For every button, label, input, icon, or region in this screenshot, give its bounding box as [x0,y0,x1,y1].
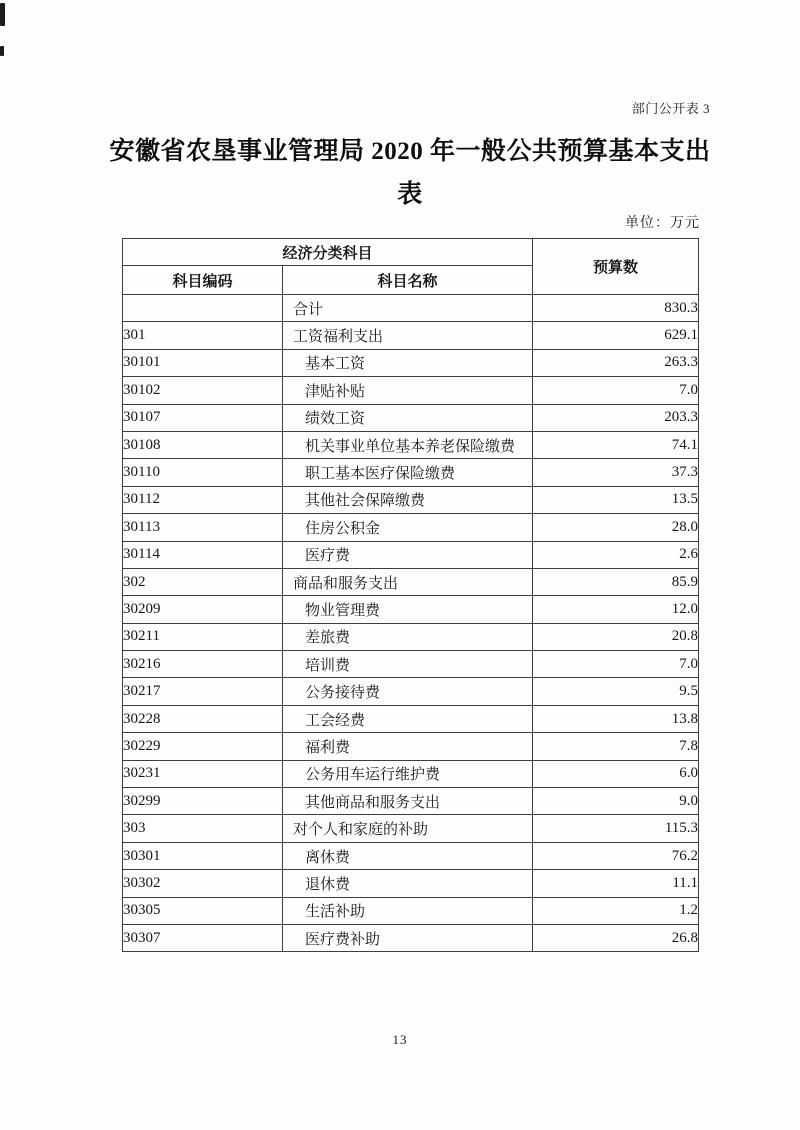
table-row [123,486,699,513]
table-row [123,349,699,376]
table-row [123,870,699,897]
subject-name-cell: 福利费 [283,733,533,760]
subject-code-cell: 301 [123,322,283,349]
scan-artifact [0,46,4,56]
table-row [123,623,699,650]
subject-name-cell: 差旅费 [283,623,533,650]
header-subject-code: 科目编码 [123,266,283,295]
subject-name-cell: 其他社会保障缴费 [283,486,533,513]
budget-value-cell: 629.1 [533,322,699,349]
budget-expenditure-table [122,238,699,952]
header-subject-name: 科目名称 [283,266,533,295]
header-economic-classification: 经济分类科目 [123,239,533,266]
subject-code-cell: 30216 [123,651,283,678]
page-number: 13 [392,1032,408,1047]
budget-value-cell: 20.8 [533,623,699,650]
subject-code-cell: 30229 [123,733,283,760]
budget-value-cell: 115.3 [533,815,699,842]
budget-value-cell: 11.1 [533,870,699,897]
table-row [123,541,699,568]
budget-value-cell: 13.8 [533,705,699,732]
corner-table-label: 部门公开表 3 [631,101,710,116]
subject-code-cell [123,295,283,322]
subject-code-cell: 30231 [123,760,283,787]
table-row [123,678,699,705]
subject-name-cell: 医疗费 [283,541,533,568]
unit-label: 单位：万元 [625,216,700,231]
table-row [123,924,699,951]
table-row [123,897,699,924]
budget-value-cell: 7.0 [533,651,699,678]
header-budget-amount: 预算数 [533,239,699,295]
subject-name-cell: 其他商品和服务支出 [283,788,533,815]
subject-name-cell: 工资福利支出 [283,322,533,349]
budget-value-cell: 6.0 [533,760,699,787]
budget-value-cell: 9.5 [533,678,699,705]
table-row [123,459,699,486]
subject-code-cell: 30307 [123,924,283,951]
subject-code-cell: 30110 [123,459,283,486]
budget-value-cell: 76.2 [533,842,699,869]
table-row [123,705,699,732]
subject-name-cell: 商品和服务支出 [283,568,533,595]
table-row [123,815,699,842]
table-row [123,568,699,595]
table-row [123,651,699,678]
table-row [123,431,699,458]
subject-name-cell: 合计 [283,295,533,322]
table-row [123,322,699,349]
subject-code-cell: 30301 [123,842,283,869]
table-row [123,404,699,431]
subject-name-cell: 对个人和家庭的补助 [283,815,533,842]
table-row [123,377,699,404]
subject-code-cell: 30217 [123,678,283,705]
budget-value-cell: 7.8 [533,733,699,760]
budget-value-cell: 2.6 [533,541,699,568]
budget-value-cell: 85.9 [533,568,699,595]
subject-name-cell: 机关事业单位基本养老保险缴费 [283,431,533,458]
subject-code-cell: 30113 [123,514,283,541]
subject-code-cell: 302 [123,568,283,595]
table-row [123,514,699,541]
budget-value-cell: 12.0 [533,596,699,623]
subject-code-cell: 30228 [123,705,283,732]
table-row [123,842,699,869]
budget-value-cell: 13.5 [533,486,699,513]
subject-name-cell: 公务接待费 [283,678,533,705]
subject-name-cell: 医疗费补助 [283,924,533,951]
budget-value-cell: 7.0 [533,377,699,404]
budget-value-cell: 37.3 [533,459,699,486]
budget-value-cell: 74.1 [533,431,699,458]
budget-value-cell: 263.3 [533,349,699,376]
subject-code-cell: 30107 [123,404,283,431]
subject-code-cell: 30209 [123,596,283,623]
subject-name-cell: 工会经费 [283,705,533,732]
subject-name-cell: 离休费 [283,842,533,869]
budget-value-cell: 203.3 [533,404,699,431]
subject-name-cell: 基本工资 [283,349,533,376]
table-row [123,760,699,787]
subject-code-cell: 30102 [123,377,283,404]
table-row [123,596,699,623]
subject-code-cell: 30108 [123,431,283,458]
subject-code-cell: 30305 [123,897,283,924]
subject-code-cell: 30299 [123,788,283,815]
table-row [123,295,699,322]
subject-name-cell: 退休费 [283,870,533,897]
subject-name-cell: 绩效工资 [283,404,533,431]
subject-code-cell: 303 [123,815,283,842]
subject-name-cell: 职工基本医疗保险缴费 [283,459,533,486]
table-row [123,733,699,760]
budget-value-cell: 1.2 [533,897,699,924]
table-header-row-group [123,239,699,266]
subject-code-cell: 30101 [123,349,283,376]
subject-name-cell: 住房公积金 [283,514,533,541]
budget-value-cell: 28.0 [533,514,699,541]
table-row [123,788,699,815]
document-title-line2: 表 [397,181,423,208]
subject-code-cell: 30112 [123,486,283,513]
subject-name-cell: 物业管理费 [283,596,533,623]
subject-name-cell: 生活补助 [283,897,533,924]
subject-code-cell: 30114 [123,541,283,568]
subject-name-cell: 津贴补贴 [283,377,533,404]
subject-name-cell: 公务用车运行维护费 [283,760,533,787]
budget-value-cell: 830.3 [533,295,699,322]
budget-value-cell: 9.0 [533,788,699,815]
document-title-line1: 安徽省农垦事业管理局 2020 年一般公共预算基本支出 [109,138,711,165]
subject-name-cell: 培训费 [283,651,533,678]
table-body [123,295,699,952]
scan-artifact [0,3,5,26]
budget-value-cell: 26.8 [533,924,699,951]
subject-code-cell: 30211 [123,623,283,650]
subject-code-cell: 30302 [123,870,283,897]
